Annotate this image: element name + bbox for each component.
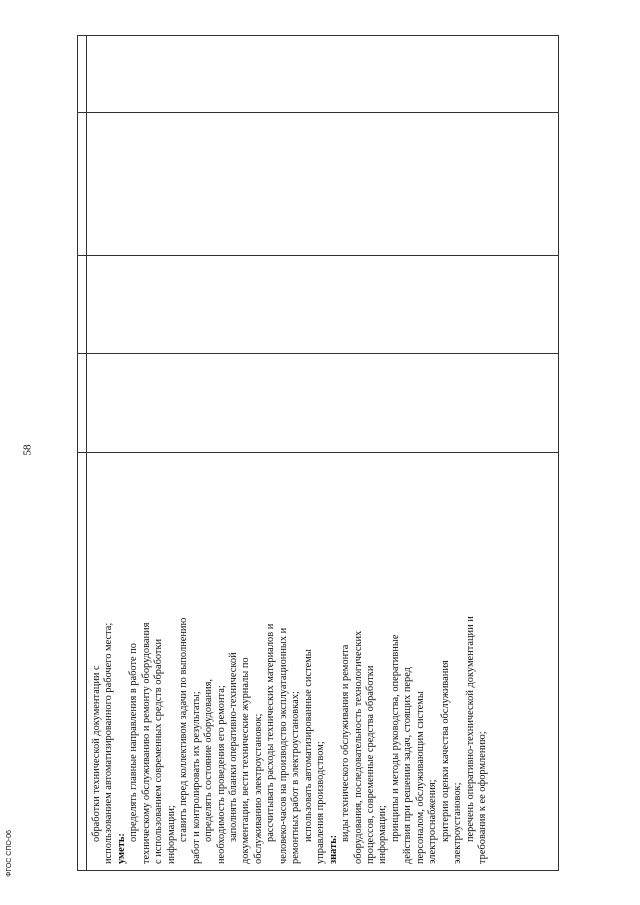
text-line: с использованием современных средств обработки (153, 638, 165, 864)
text-line: обработки технической документации с (91, 665, 102, 842)
table-cell (78, 353, 86, 452)
table-cell (78, 112, 86, 255)
section-heading: уметь: (115, 833, 127, 864)
text-line: документации, вести технические журналы по (240, 657, 252, 864)
page-number: 58 (21, 444, 34, 456)
table-cell (87, 255, 558, 353)
competence-text (91, 459, 490, 864)
table-row (86, 35, 559, 871)
table-cell (87, 353, 558, 452)
text-line: определять состояние оборудования, (203, 679, 215, 842)
table-cell (78, 452, 86, 870)
text-line: ремонтных работ в электроустановках; (290, 691, 302, 864)
text-line: критерии оценки качества обслуживания (439, 660, 451, 842)
rotated-table-content (77, 35, 559, 871)
text-line: рассчитывать расходы технических материалов и (265, 623, 277, 842)
text-line: перечень оперативно-технической документации и (464, 616, 476, 842)
text-line: информации; (165, 805, 177, 864)
footer-code: ФГОС СПО-06 (5, 830, 13, 877)
text-line: персоналом, обслуживающим системы (414, 691, 426, 864)
text-line: обслуживанию электроустановок; (252, 713, 264, 864)
text-line: необходимость проведения его ремонта; (215, 685, 227, 864)
table-row-top (77, 35, 86, 871)
section-heading: знать: (327, 834, 339, 864)
competence-cell (87, 452, 558, 870)
text-line: ставить перед коллективом задачи по выполнению (178, 617, 190, 842)
text-line: человеко-часов на производство эксплуатационных и (277, 627, 289, 864)
text-line: оборудования, последовательность технологических (352, 630, 364, 864)
text-line: информации; (377, 805, 389, 864)
text-line: заполнять бланки оперативно-технической (227, 652, 239, 842)
text-line: техническому обслуживанию и ремонту оборудования (140, 622, 152, 864)
text-line: процессов, современные средства обработки (364, 665, 376, 864)
table-cell (78, 255, 86, 353)
text-line: определять главные направления в работе по (128, 643, 140, 842)
text-line: электроустановок; (452, 782, 464, 864)
text-line: принципы и методы руководства, оперативные (389, 634, 401, 842)
text-line: управления производством; (315, 741, 327, 864)
text-line: электроснабжения; (427, 779, 439, 864)
table-cell (87, 112, 558, 255)
text-line: требования к ее оформлению; (477, 731, 489, 864)
text-line: использовать автоматизированные системы (302, 649, 314, 842)
document-table (77, 35, 559, 871)
text-line: виды технического обслуживания и ремонта (340, 644, 352, 842)
table-cell (87, 35, 558, 112)
text-line: действия при решении задач, стоящих перед (402, 667, 414, 864)
text-line: использованием автоматизированного рабочего места; (103, 622, 115, 864)
text-line: работ и контролировать их результаты; (190, 691, 202, 864)
